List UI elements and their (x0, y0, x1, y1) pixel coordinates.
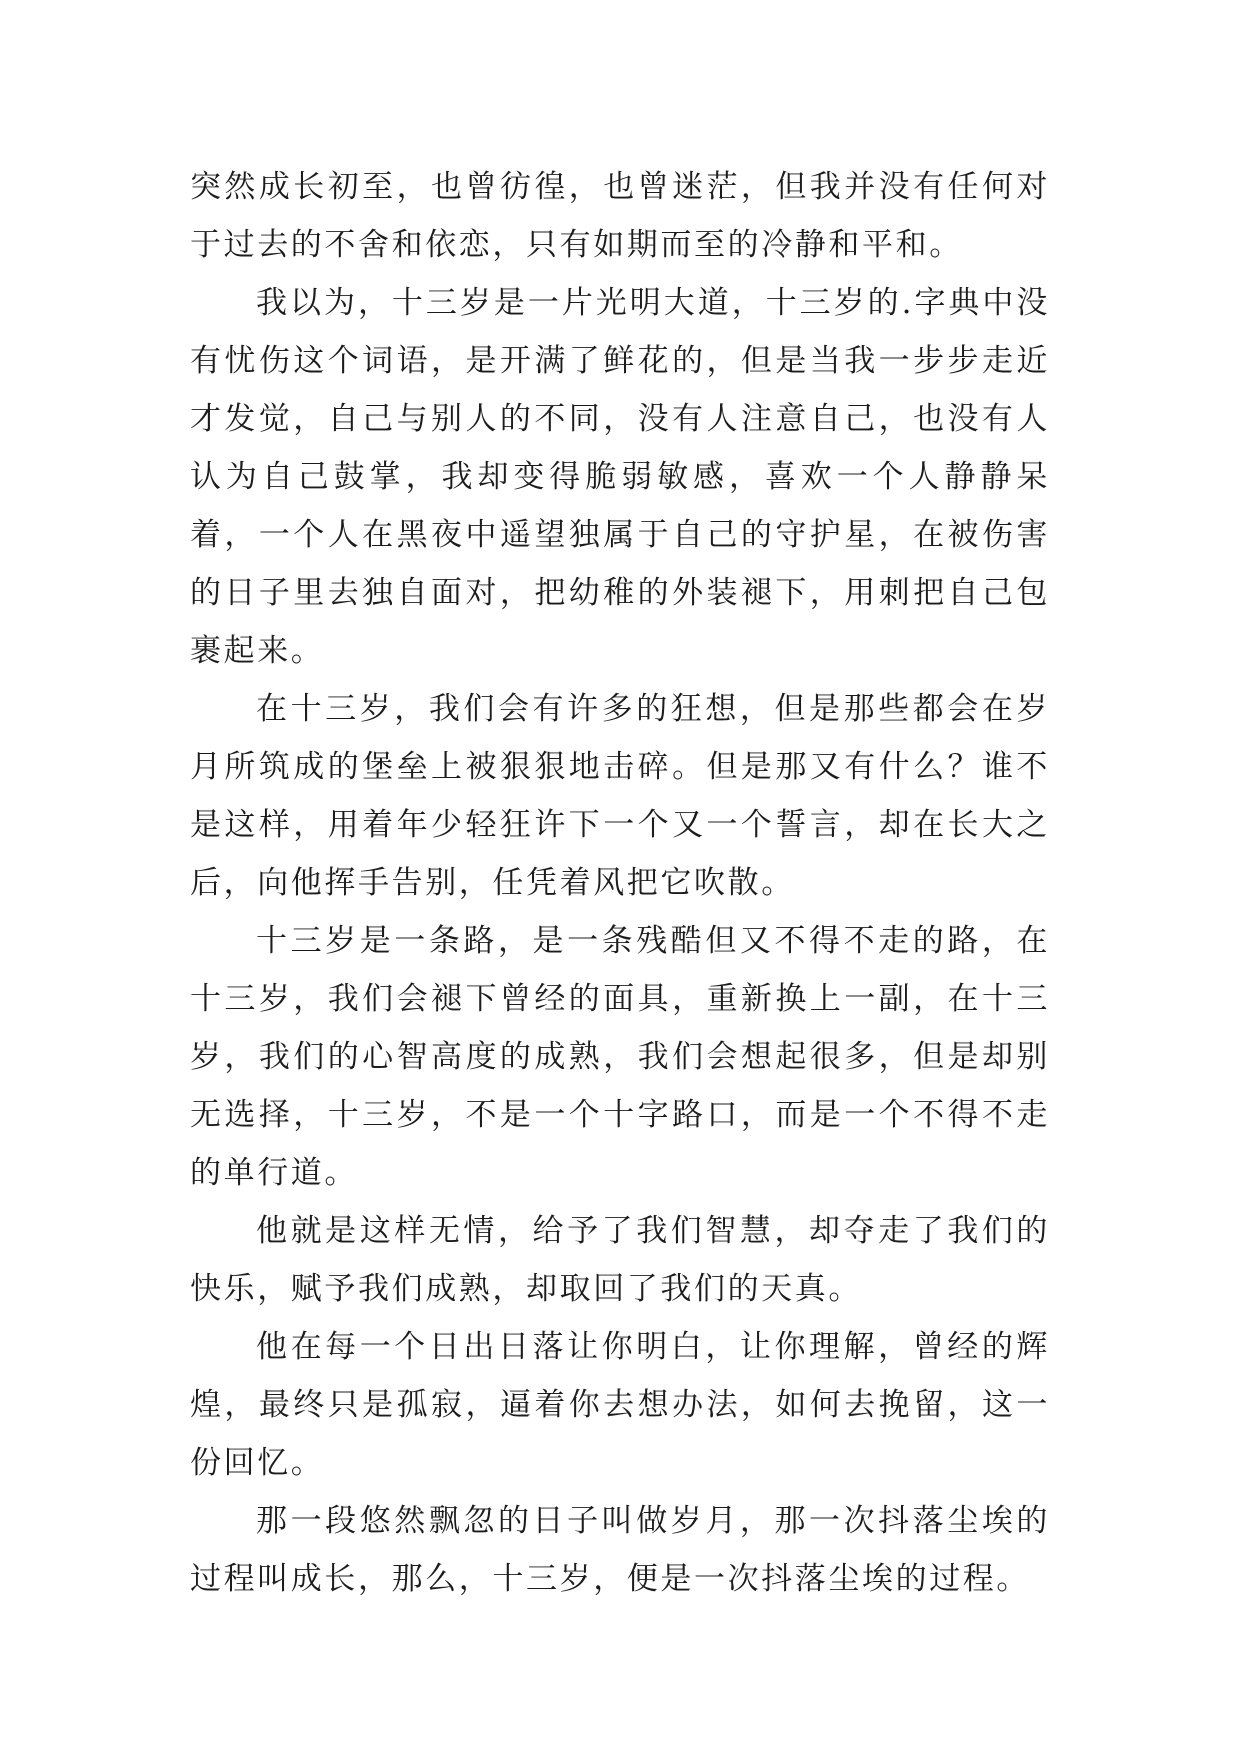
paragraph-6: 他在每一个日出日落让你明白，让你理解，曾经的辉煌，最终只是孤寂，逼着你去想办法，如何去挽留，这一份回忆。 (190, 1329, 1050, 1481)
paragraph-3: 在十三岁，我们会有许多的狂想，但是那些都会在岁月所筑成的堡垒上被狠狠地击碎。但是那又有什么？谁不是这样，用着年少轻狂许下一个又一个誓言，却在长大之后，向他挥手告别，任凭着风把它吹散。 (190, 691, 1050, 901)
paragraph-5: 他就是这样无情，给予了我们智慧，却夺走了我们的快乐，赋予我们成熟，却取回了我们的天真。 (190, 1213, 1050, 1307)
paragraph-1: 突然成长初至，也曾彷徨，也曾迷茫，但我并没有任何对于过去的不舍和依恋，只有如期而至的冷静和平和。 (190, 169, 1050, 263)
paragraph-4: 十三岁是一条路，是一条残酷但又不得不走的路，在十三岁，我们会褪下曾经的面具，重新换上一副，在十三岁，我们的心智高度的成熟，我们会想起很多，但是却别无选择，十三岁，不是一个十字路口，而是一个不得不走的单行道。 (190, 923, 1050, 1191)
document-body (190, 158, 1050, 1608)
paragraph-7: 那一段悠然飘忽的日子叫做岁月，那一次抖落尘埃的过程叫成长，那么，十三岁，便是一次抖落尘埃的过程。 (190, 1503, 1050, 1597)
paragraph-2: 我以为，十三岁是一片光明大道，十三岁的.字典中没有忧伤这个词语，是开满了鲜花的，但是当我一步步走近才发觉，自己与别人的不同，没有人注意自己，也没有人认为自己鼓掌，我却变得脆弱敏感，喜欢一个人静静呆着，一个人在黑夜中遥望独属于自己的守护星，在被伤害的日子里去独自面对，把幼稚的外装褪下，用刺把自己包裹起来。 (190, 285, 1050, 669)
